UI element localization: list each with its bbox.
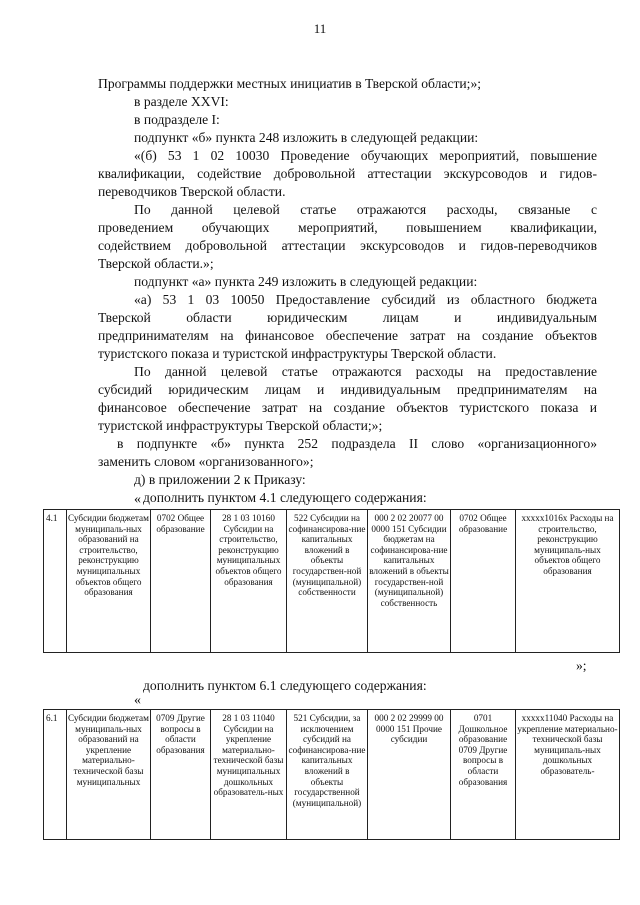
body-line: д) в приложении 2 к Приказу:	[134, 472, 306, 487]
table-cell: Субсидии бюджетам муниципаль-ных образований на укрепление материально-технической базы муниципальных	[67, 710, 151, 840]
table-cell: Субсидии бюджетам муниципаль-ных образований на строительство, реконструкцию муниципальных объектов общего образования	[67, 510, 151, 653]
table-cell: 000 2 02 20077 00 0000 151 Субсидии бюджетам на софинансирова-ние капитальных вложений в объекты государствен-ной (муниципальной) собственность	[368, 510, 451, 653]
body-line: «а) 53 1 03 10050 Предоставление субсидий из областного бюджета	[134, 292, 597, 307]
body-line: подпункт «а» пункта 249 изложить в следующей редакции:	[134, 274, 478, 289]
page-number: 11	[313, 21, 327, 36]
table-row	[44, 710, 620, 840]
body-line: По данной целевой статье отражаются расходы, связаные с	[134, 202, 597, 217]
table-cell: 4.1	[44, 510, 67, 653]
table-item-4-1	[43, 509, 620, 653]
table-cell: 0701 Дошкольное образование 0709 Другие вопросы в области образования	[451, 710, 516, 840]
body-line: квалификации, содействие добровольной аттестации экскурсоводов и гидов-	[98, 166, 597, 181]
open-quote: «	[134, 492, 141, 507]
table-cell: 28 1 03 10160 Субсидии на строительство, реконструкцию муниципальных объектов общего образования	[211, 510, 287, 653]
body-line: в разделе XXVI:	[134, 94, 229, 109]
body-line: содействием добровольной аттестации экскурсоводов и гидов-переводчиков	[98, 238, 597, 253]
body-line: Тверской области юридическим лицам и индивидуальным	[98, 310, 597, 325]
body-line: туристского показа и туристской инфраструктуры Тверской области.	[98, 346, 497, 361]
body-line: в подразделе I:	[134, 112, 220, 127]
open-quote: «	[134, 693, 141, 708]
body-line: в подпункте «б» пункта 252 подраздела II слово «организационного»	[117, 436, 597, 451]
body-line: заменить словом «организованного»;	[98, 454, 314, 469]
body-line: туристской инфраструктуры Тверской области;»;	[98, 418, 383, 433]
body-line: проведением обучающих мероприятий, повышением квалификации,	[98, 220, 597, 235]
body-line: переводчиков Тверской области.	[98, 184, 286, 199]
body-line: предпринимателям на финансовое обеспечение затрат на создание объектов	[98, 328, 597, 343]
body-line: «(б) 53 1 02 10030 Проведение обучающих мероприятий, повышение	[134, 148, 597, 163]
table-cell: xxxxx1016x Расходы на строительство, реконструкцию муниципаль-ных объектов общего образования	[516, 510, 620, 653]
body-line: подпункт «б» пункта 248 изложить в следующей редакции:	[134, 130, 479, 145]
body-line: Тверской области.»;	[98, 256, 214, 271]
body-line: субсидий юридическим лицам и индивидуальным предпринимателям на	[98, 382, 597, 397]
table-cell: 6.1	[44, 710, 67, 840]
table-cell: 0709 Другие вопросы в области образования	[151, 710, 211, 840]
table-cell: 28 1 03 11040 Субсидии на укрепление материально-технической базы муниципальных дошкольных образователь-ных	[211, 710, 287, 840]
table-cell: 0702 Общее образование	[451, 510, 516, 653]
table-cell: 522 Субсидии на софинансирова-ние капитальных вложений в объекты государствен-ной (муниципальной) собственности	[287, 510, 368, 653]
body-line: По данной целевой статье отражаются расходы на предоставление	[134, 364, 597, 379]
body-line: дополнить пунктом 6.1 следующего содержания:	[143, 678, 427, 693]
body-line: финансовое обеспечение затрат на создание объектов туристского показа и	[98, 400, 597, 415]
close-quote: »;	[576, 658, 587, 673]
body-line: дополнить пунктом 4.1 следующего содержания:	[143, 490, 427, 505]
table-cell: 0702 Общее образование	[151, 510, 211, 653]
table-item-6-1	[43, 709, 620, 840]
table-cell: 521 Субсидии, за исключением субсидий на софинансирова-ние капитальных вложений в объекты государственной (муниципальной)	[287, 710, 368, 840]
table-row	[44, 510, 620, 653]
table-cell: xxxxx11040 Расходы на укрепление материально-технической базы муниципаль-ных дошкольных образователь-	[516, 710, 620, 840]
body-line: Программы поддержки местных инициатив в Тверской области;»;	[98, 76, 482, 91]
table-cell: 000 2 02 29999 00 0000 151 Прочие субсидии	[368, 710, 451, 840]
